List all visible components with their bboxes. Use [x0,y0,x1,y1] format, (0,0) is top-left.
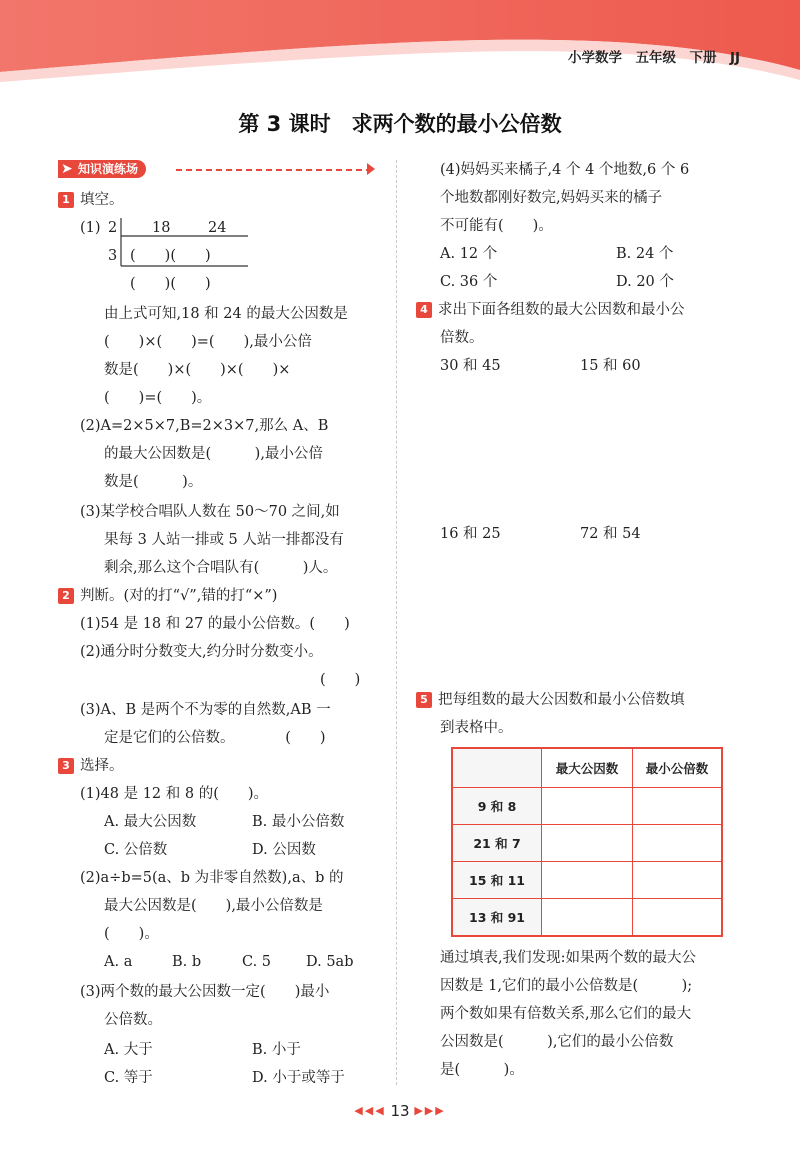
dividend-18: 18 [152,220,171,236]
next-arrows-icon: ▶▶▶ [414,1104,446,1117]
q4-number: 4 [416,302,432,318]
q1-p2-line1: (2)A=2×5×7,B=2×3×7,那么 A、B [80,418,329,434]
gcd-answer-cell[interactable] [542,825,633,862]
q3-p4-option-a: A. 12 个 [440,246,498,262]
q5-findings-line4: 公因数是( ),它们的最小公倍数 [440,1034,674,1050]
q4-heading [416,300,685,320]
row-label: 13 和 91 [452,899,542,937]
q1-number: 1 [58,192,74,208]
section-arrowhead-icon [367,163,375,175]
q3-number: 3 [58,758,74,774]
q2-line3: ( ) [320,672,361,688]
q2-label: 判断。(对的打“√”,错的打“×”) [80,588,278,604]
section-arrow-icon: ➤ [61,161,73,177]
header-lcm: 最小公倍数 [633,748,723,788]
q2-line1: (1)54 是 18 和 27 的最小公倍数。( ) [80,616,350,632]
q3-p1-option-c: C. 公倍数 [104,842,168,858]
table-row [452,825,722,862]
q2-line2: (2)通分时分数变大,约分时分数变小。 [80,644,323,660]
table-row [452,899,722,937]
page-footer [0,1102,800,1120]
q4-pair-72-54: 72 和 54 [580,526,641,542]
q1-p2-line2: 的最大公因数是( ),最小公倍 [104,446,323,462]
q1-p1-line1: 由上式可知,18 和 24 的最大公因数是 [104,306,348,322]
q5-heading [416,690,685,710]
q2-line5: 定是它们的公倍数。 ( ) [104,730,326,746]
q3-p3-option-c: C. 等于 [104,1070,153,1086]
q3-label: 选择。 [80,758,124,774]
q3-p3-option-b: B. 小于 [252,1042,301,1058]
q3-p1-stem: (1)48 是 12 和 8 的( )。 [80,786,269,802]
top-banner [0,0,800,90]
page-number: 13 [390,1102,410,1120]
q3-p1-option-a: A. 最大公因数 [104,814,197,830]
q3-p2-line2: 最大公因数是( ),最小公倍数是 [104,898,323,914]
q3-p4-option-c: C. 36 个 [440,274,498,290]
gcd-answer-cell[interactable] [542,899,633,937]
q5-findings-line2: 因数是 1,它们的最小公倍数是( ); [440,978,693,994]
q4-pair-15-60: 15 和 60 [580,358,641,374]
divisor-1: 2 [108,220,118,236]
gcd-answer-cell[interactable] [542,862,633,899]
q2-line4: (3)A、B 是两个不为零的自然数,AB 一 [80,702,331,718]
q4-pair-16-25: 16 和 25 [440,526,501,542]
gcd-answer-cell[interactable] [542,788,633,825]
dividend-24: 24 [208,220,227,236]
q3-p4-option-b: B. 24 个 [616,246,674,262]
short-division-table [108,216,308,306]
q3-p2-option-b: B. b [172,954,202,970]
row-label: 21 和 7 [452,825,542,862]
prev-arrows-icon: ◀◀◀ [354,1104,386,1117]
lcm-answer-cell[interactable] [633,862,723,899]
table-row [452,788,722,825]
table-header-row [452,748,722,788]
page-title: 第 3 课时 求两个数的最小公倍数 [238,112,562,136]
q5-number: 5 [416,692,432,708]
q3-p2-line3: ( )。 [104,926,159,942]
q3-p2-option-c: C. 5 [242,954,272,970]
q3-p4-line1: (4)妈妈买来橘子,4 个 4 个地数,6 个 6 [440,162,690,178]
q3-p3-line2: 公倍数。 [104,1012,162,1028]
quotient-row-2: ( )( ) [130,276,211,292]
q3-p3-option-d: D. 小于或等于 [252,1070,345,1086]
q1-p2-line3: 数是( )。 [104,474,203,490]
q1-p3-line1: (3)某学校合唱队人数在 50～70 之间,如 [80,504,340,520]
q1-p1-line4: ( )=( )。 [104,390,212,406]
row-label: 15 和 11 [452,862,542,899]
q3-p1-option-d: D. 公因数 [252,842,316,858]
header-gcd: 最大公因数 [542,748,633,788]
q4-line2: 倍数。 [440,330,484,346]
divisor-2: 3 [108,248,118,264]
q5-line1: 把每组数的最大公因数和最小公倍数填 [438,692,685,708]
q3-p2-option-a: A. a [104,954,133,970]
lcm-answer-cell[interactable] [633,899,723,937]
row-label: 9 和 8 [452,788,542,825]
q3-p3-option-a: A. 大于 [104,1042,153,1058]
q1-p1-line2: ( )×( )=( ),最小公倍 [104,334,312,350]
q1-p3-line2: 果每 3 人站一排或 5 人站一排都没有 [104,532,344,548]
q2-number: 2 [58,588,74,604]
q3-heading [58,756,124,776]
q3-p1-option-b: B. 最小公倍数 [252,814,345,830]
q5-findings-line3: 两个数如果有倍数关系,那么它们的最大 [440,1006,692,1022]
q1-heading [58,190,124,210]
q1-label: 填空。 [80,192,124,208]
q3-p4-line2: 个地数都刚好数完,妈妈买来的橘子 [440,190,663,206]
q3-p2-option-d: D. 5ab [306,954,354,970]
table-row [452,862,722,899]
q3-p4-option-d: D. 20 个 [616,274,674,290]
table-corner-cell [452,748,542,788]
lcm-answer-cell[interactable] [633,788,723,825]
q3-p4-line3: 不可能有( )。 [440,218,553,234]
q3-p3-line1: (3)两个数的最大公因数一定( )最小 [80,984,330,1000]
gcd-lcm-table [451,747,723,937]
q4-pair-30-45: 30 和 45 [440,358,501,374]
q4-line1: 求出下面各组数的最大公因数和最小公 [438,302,685,318]
quotient-row-1: ( )( ) [130,248,211,264]
book-info: 小学数学 五年级 下册 JJ [567,50,740,66]
section-label: 知识演练场 [58,160,146,178]
q1-p1-line3: 数是( )×( )×( )× [104,362,291,378]
q5-findings-line5: 是( )。 [440,1062,524,1078]
lcm-answer-cell[interactable] [633,825,723,862]
q3-p2-line1: (2)a÷b=5(a、b 为非零自然数),a、b 的 [80,870,344,886]
q5-findings-line1: 通过填表,我们发现:如果两个数的最大公 [440,950,696,966]
column-divider [396,160,397,1085]
q1-p3-line3: 剩余,那么这个合唱队有( )人。 [104,560,338,576]
q2-heading [58,586,277,606]
section-dash-line [176,169,372,171]
q1-p1-prefix: (1) [80,220,101,236]
q5-line2: 到表格中。 [440,720,513,736]
